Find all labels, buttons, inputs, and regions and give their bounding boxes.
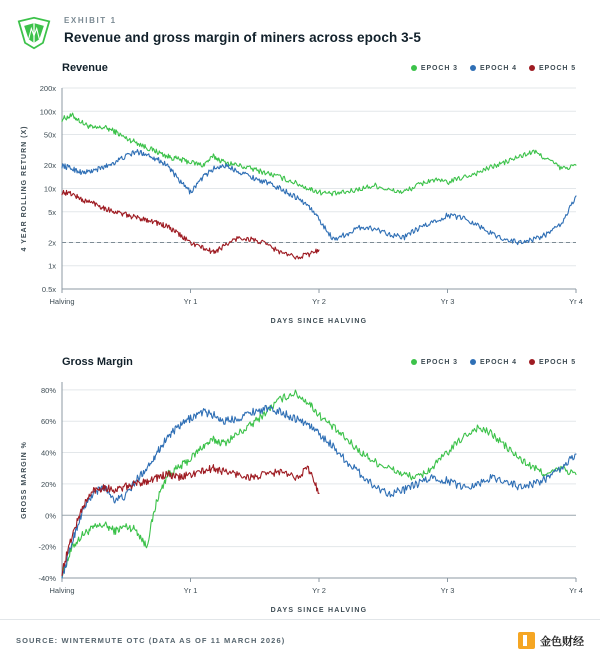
- brand-logo: [518, 632, 584, 649]
- margin-panel-title: Gross Margin: [62, 356, 133, 368]
- svg-text:5x: 5x: [48, 207, 56, 217]
- legend-dot-epoch5-margin: [529, 359, 535, 365]
- revenue-legend: [411, 65, 576, 72]
- svg-text:200x: 200x: [39, 84, 56, 93]
- legend-label-epoch5-margin: EPOCH 5: [538, 358, 576, 366]
- legend-dot-epoch3: [411, 65, 417, 71]
- svg-text:10x: 10x: [43, 184, 56, 194]
- gold-finance-logo-icon: [518, 632, 535, 649]
- svg-text:40%: 40%: [40, 448, 56, 458]
- revenue-panel: [16, 60, 584, 340]
- svg-text:DAYS SINCE HALVING: DAYS SINCE HALVING: [270, 607, 368, 614]
- header: [16, 14, 584, 50]
- svg-text:Yr 2: Yr 2: [312, 586, 326, 595]
- source-note: SOURCE: WINTERMUTE OTC (DATA AS OF 11 MARCH 2026): [16, 636, 286, 645]
- svg-text:100x: 100x: [39, 107, 56, 117]
- svg-text:20x: 20x: [43, 161, 56, 171]
- margin-chart-svg: [16, 374, 584, 624]
- legend-label-epoch4-margin: EPOCH 4: [479, 358, 517, 366]
- svg-text:Yr 2: Yr 2: [312, 297, 326, 306]
- svg-text:0.5x: 0.5x: [41, 285, 56, 294]
- brand-name: 金色财经: [540, 635, 584, 648]
- exhibit-label: EXHIBIT 1: [64, 16, 117, 25]
- legend-dot-epoch5: [529, 65, 535, 71]
- svg-text:4 YEAR ROLLING RETURN (X): 4 YEAR ROLLING RETURN (X): [21, 125, 28, 252]
- svg-text:20%: 20%: [40, 479, 56, 489]
- svg-text:Yr 4: Yr 4: [569, 297, 583, 306]
- svg-text:Halving: Halving: [49, 297, 75, 306]
- svg-text:-40%: -40%: [38, 574, 56, 583]
- footer: [0, 619, 600, 661]
- svg-text:Halving: Halving: [49, 586, 75, 595]
- svg-text:-20%: -20%: [38, 542, 56, 552]
- svg-text:60%: 60%: [40, 417, 56, 427]
- svg-text:Yr 3: Yr 3: [440, 297, 455, 306]
- svg-text:Yr 1: Yr 1: [183, 586, 198, 595]
- svg-text:Yr 3: Yr 3: [440, 586, 455, 595]
- svg-text:GROSS MARGIN %: GROSS MARGIN %: [21, 441, 28, 519]
- margin-panel: [16, 354, 584, 629]
- margin-legend: [411, 359, 576, 366]
- header-text: [64, 14, 421, 45]
- svg-text:50x: 50x: [43, 130, 56, 140]
- legend-item-epoch5-margin: [529, 359, 576, 366]
- revenue-chart-svg: [16, 80, 584, 335]
- legend-item-epoch3: [411, 65, 458, 72]
- legend-item-epoch5: [529, 65, 576, 72]
- revenue-panel-title: Revenue: [62, 62, 108, 74]
- legend-label-epoch3-margin: EPOCH 3: [420, 358, 458, 366]
- legend-label-epoch3: EPOCH 3: [420, 64, 458, 72]
- revenue-panel-head: [16, 60, 584, 76]
- legend-dot-epoch4-margin: [470, 359, 476, 365]
- legend-dot-epoch3-margin: [411, 359, 417, 365]
- svg-text:Yr 4: Yr 4: [569, 586, 583, 595]
- margin-panel-head: [16, 354, 584, 370]
- svg-text:2x: 2x: [48, 238, 56, 248]
- svg-text:1x: 1x: [48, 261, 56, 271]
- legend-dot-epoch4: [470, 65, 476, 71]
- svg-text:DAYS SINCE HALVING: DAYS SINCE HALVING: [270, 318, 368, 325]
- margin-plot: [16, 374, 584, 629]
- legend-label-epoch4: EPOCH 4: [479, 64, 517, 72]
- svg-text:80%: 80%: [40, 385, 56, 395]
- legend-label-epoch5: EPOCH 5: [538, 64, 576, 72]
- svg-text:0%: 0%: [45, 511, 56, 521]
- legend-item-epoch4-margin: [470, 359, 517, 366]
- page-title: Revenue and gross margin of miners across epoch 3-5: [64, 30, 421, 45]
- legend-item-epoch4: [470, 65, 517, 72]
- legend-item-epoch3-margin: [411, 359, 458, 366]
- revenue-plot: [16, 80, 584, 340]
- wintermute-logo-icon: [16, 16, 52, 50]
- svg-text:Yr 1: Yr 1: [183, 297, 198, 306]
